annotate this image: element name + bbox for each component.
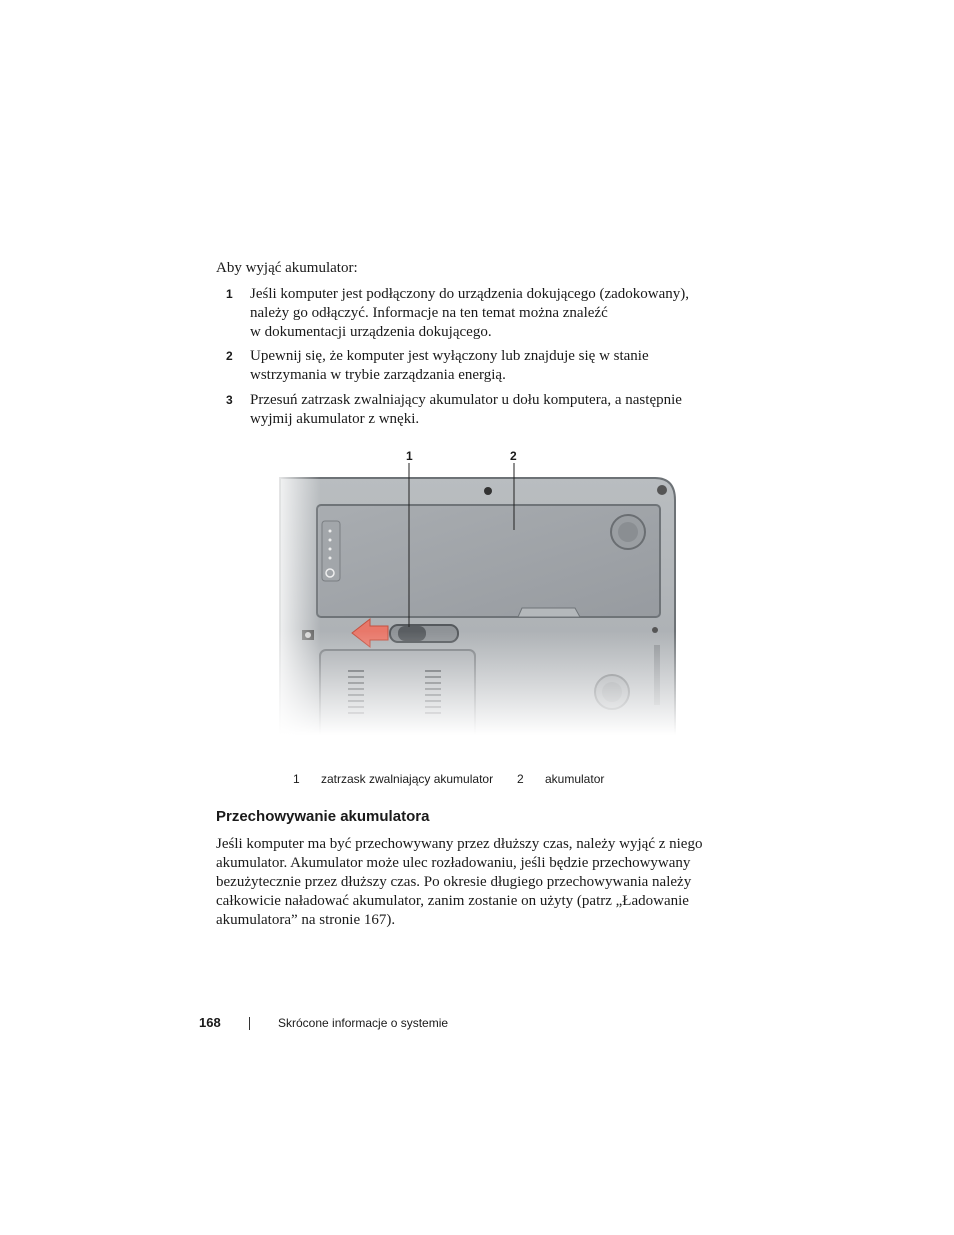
step-text: Jeśli komputer jest podłączony do urządzenia dokującego (zadokowany), należy go odłączyć. Informacje na ten temat można znaleźć w dokumentacji urządzenia dokującego. xyxy=(250,286,690,340)
step-3 xyxy=(216,391,716,429)
footer-separator xyxy=(249,1017,250,1030)
step-text: Upewnij się, że komputer jest wyłączony lub znajduje się w stanie wstrzymania w trybie zarządzania energią. xyxy=(250,348,649,383)
battery-figure xyxy=(270,445,690,735)
laptop-bottom-illustration xyxy=(270,445,690,735)
step-number: 3 xyxy=(226,393,233,407)
intro-text: Aby wyjąć akumulator: xyxy=(216,260,358,276)
step-number: 1 xyxy=(226,287,233,301)
footer-title: Skrócone informacje o systemie xyxy=(278,1016,449,1030)
step-2 xyxy=(216,347,716,385)
caption-label: akumulator xyxy=(545,772,605,786)
callout-1: 1 xyxy=(406,449,413,463)
step-1 xyxy=(216,285,716,342)
step-number: 2 xyxy=(226,349,233,363)
caption-number: 2 xyxy=(517,772,524,786)
callout-2: 2 xyxy=(510,449,517,463)
step-text: Przesuń zatrzask zwalniający akumulator u dołu komputera, a następnie wyjmij akumulator z wnęki. xyxy=(250,392,682,427)
caption-number: 1 xyxy=(293,772,300,786)
section-paragraph: Jeśli komputer ma być przechowywany przez dłuższy czas, należy wyjąć z niego akumulator. Akumulator może ulec rozładowaniu, jeśli będzie przechowywany bezużytecznie przez dłuższy czas. Po okresie długiego przechowywania należy całkowicie naładować akumulator, zanim zostanie on użyty (patrz „Ładowanie akumulatora” na stronie 167). xyxy=(216,836,703,928)
caption-label: zatrzask zwalniający akumulator xyxy=(321,772,494,786)
page-number: 168 xyxy=(199,1015,221,1030)
section-heading: Przechowywanie akumulatora xyxy=(216,808,430,825)
